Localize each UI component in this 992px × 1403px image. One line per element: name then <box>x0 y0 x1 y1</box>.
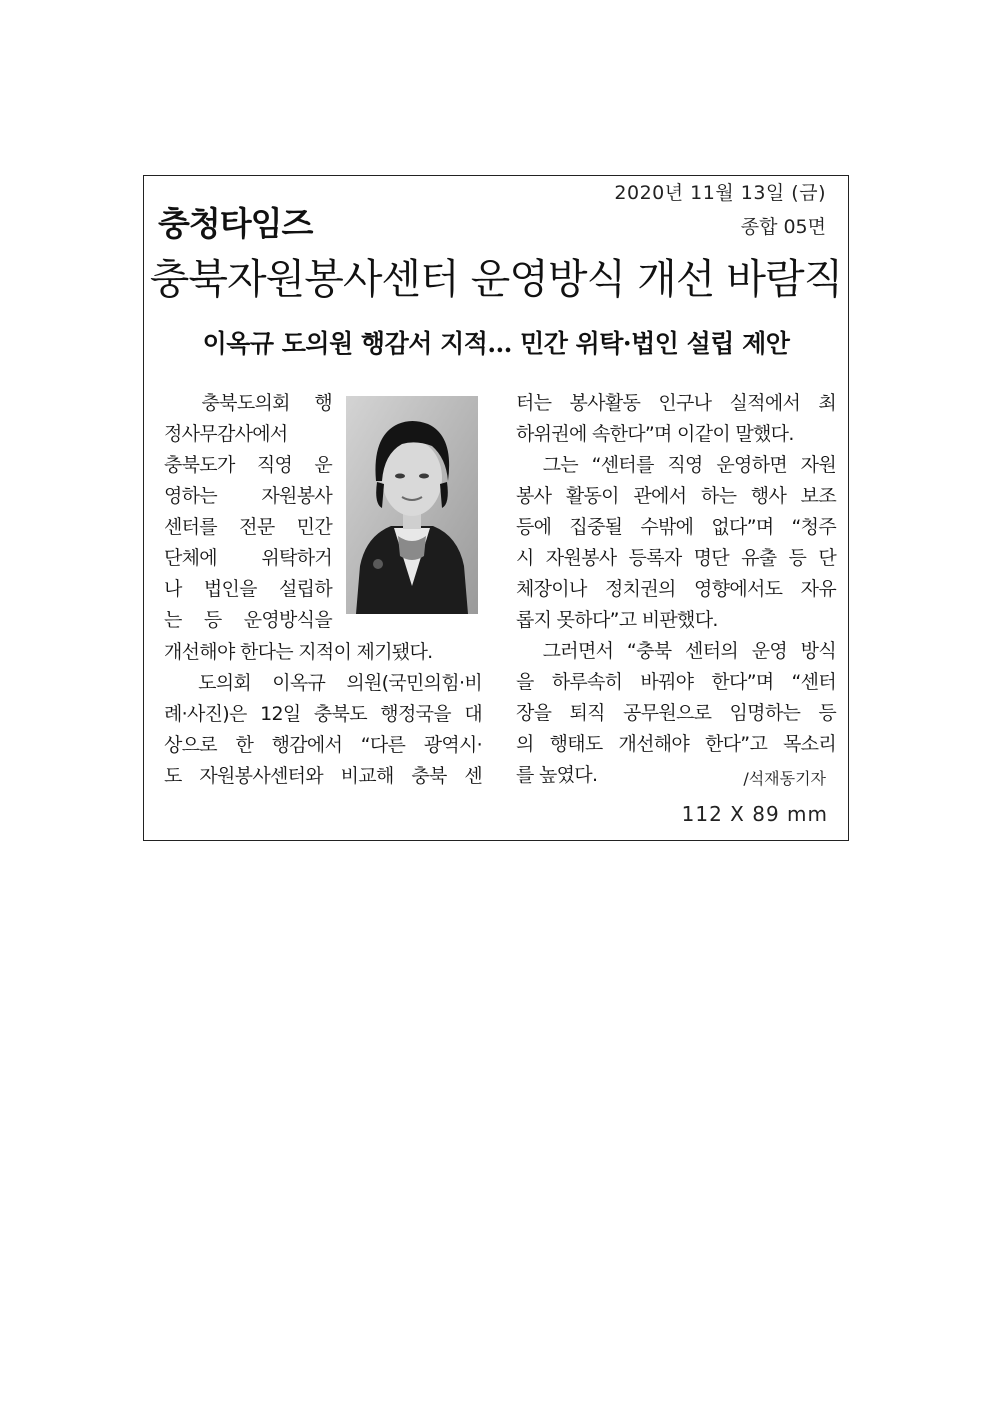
article-line: 봉사 활동이 관에서 하는 행사 보조 <box>516 485 836 507</box>
section-page: 종합 05면 <box>740 216 826 238</box>
left-column-top <box>164 388 332 636</box>
right-column <box>516 388 836 791</box>
article-line: 상으로 한 행감에서 “다른 광역시· <box>164 734 482 756</box>
article-line: 등에 집중될 수밖에 없다”며 “청주 <box>516 516 836 538</box>
reporter-photo-of-legislator <box>346 396 478 614</box>
article-line: 개선해야 한다는 지적이 제기됐다. <box>164 641 433 663</box>
article-line: 충북도가 직영 운 <box>164 454 332 476</box>
article-line: 장을 퇴직 공무원으로 임명하는 등 <box>516 702 836 724</box>
article-line: 을 하루속히 바꿔야 한다”며 “센터 <box>516 671 836 693</box>
article-line: 센터를 전문 민간 <box>164 516 332 538</box>
article-line: 체장이나 정치권의 영향에서도 자유 <box>516 578 836 600</box>
newspaper-clipping <box>143 175 849 841</box>
article-line: 도의회 이옥규 의원(국민의힘·비 <box>164 672 482 694</box>
article-line: 영하는 자원봉사 <box>164 485 332 507</box>
left-column-bottom <box>164 637 482 792</box>
article-line: 나 법인을 설립하 <box>164 578 332 600</box>
article-line: 는 등 운영방식을 <box>164 609 332 631</box>
article-line: 그는 “센터를 직영 운영하면 자원 <box>516 454 836 476</box>
clipping-dimensions: 112 X 89 mm <box>681 802 828 826</box>
article-line: 터는 봉사활동 인구나 실적에서 최 <box>516 392 836 414</box>
newspaper-logo: 충청타임즈 <box>158 204 313 243</box>
article-line: 도 자원봉사센터와 비교해 충북 센 <box>164 765 482 787</box>
article-line: 단체에 위탁하거 <box>164 547 332 569</box>
article-line: 의 행태도 개선해야 한다”고 목소리 <box>516 733 836 755</box>
article-headline: 충북자원봉사센터 운영방식 개선 바람직 <box>149 255 843 303</box>
reporter-byline: /석재동기자 <box>743 769 826 788</box>
article-subheadline: 이옥규 도의원 행감서 지적… 민간 위탁·법인 설립 제안 <box>202 329 790 358</box>
portrait-image <box>346 396 478 614</box>
article-line: 롭지 못하다”고 비판했다. <box>516 609 718 631</box>
article-line: 그러면서 “충북 센터의 운영 방식 <box>516 640 836 662</box>
article-line: 를 높였다. <box>516 764 598 786</box>
article-line: 시 자원봉사 등록자 명단 유출 등 단 <box>516 547 836 569</box>
article-line: 충북도의회 행 <box>164 392 332 414</box>
article-line: 정사무감사에서 <box>164 423 288 445</box>
article-line: 하위권에 속한다”며 이같이 말했다. <box>516 423 794 445</box>
publication-date: 2020년 11월 13일 (금) <box>614 182 826 204</box>
article-line: 례·사진)은 12일 충북도 행정국을 대 <box>164 703 482 725</box>
